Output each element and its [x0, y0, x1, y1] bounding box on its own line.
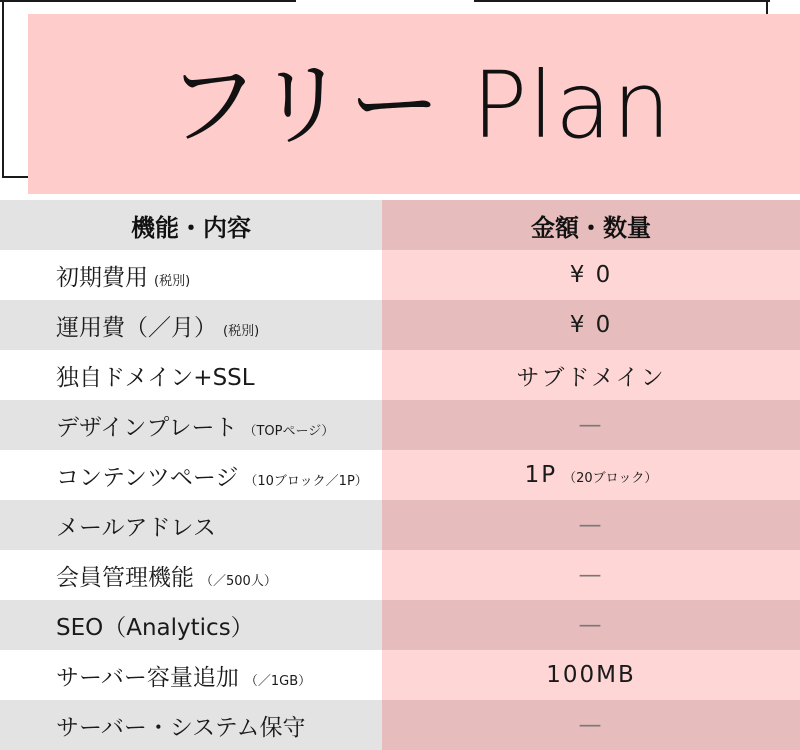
table-row: [0, 550, 800, 600]
feature-label: 会員管理機能: [56, 564, 194, 591]
feature-label: メールアドレス: [56, 514, 216, 541]
value-cell: [382, 550, 800, 600]
value-dash: —: [578, 512, 604, 538]
value-cell: [382, 600, 800, 650]
value-cell: [382, 250, 800, 300]
feature-cell: [0, 600, 382, 650]
feature-label: サーバー容量追加: [56, 664, 239, 691]
feature-label: 運用費（／月）: [56, 314, 217, 341]
value-cell: [382, 300, 800, 350]
value-cell: [382, 650, 800, 700]
table-row: [0, 500, 800, 550]
feature-cell: [0, 550, 382, 600]
value-dash: —: [578, 612, 604, 638]
table-row: [0, 300, 800, 350]
table-row: [0, 400, 800, 450]
header-feature: 機能・内容: [0, 200, 382, 250]
plan-table: [0, 200, 800, 750]
table-row: [0, 450, 800, 500]
feature-label: 独自ドメイン+SSL: [56, 364, 255, 391]
feature-note: （／500人）: [200, 573, 277, 589]
feature-label: デザインプレート: [56, 414, 238, 441]
feature-note: （TOPページ）: [243, 423, 335, 439]
feature-cell: [0, 350, 382, 400]
value-label: ¥ 0: [569, 262, 613, 288]
feature-label: サーバー・システム保守: [56, 714, 306, 741]
table-row: [0, 600, 800, 650]
feature-note: (税別): [223, 323, 260, 339]
table-row: [0, 650, 800, 700]
value-cell: [382, 450, 800, 500]
value-dash: —: [578, 562, 604, 588]
value-label: 1P: [524, 462, 558, 488]
feature-note: (税別): [154, 273, 191, 289]
plan-title: フリー Plan: [166, 52, 672, 159]
feature-cell: [0, 450, 382, 500]
value-cell: [382, 500, 800, 550]
value-label: ¥ 0: [569, 312, 613, 338]
value-cell: [382, 350, 800, 400]
feature-cell: [0, 250, 382, 300]
feature-cell: [0, 500, 382, 550]
table-row: [0, 350, 800, 400]
feature-label: 初期費用: [56, 264, 148, 291]
value-label: 100MB: [546, 662, 636, 688]
feature-note: （／1GB）: [244, 673, 312, 689]
feature-note: （10ブロック／1P）: [244, 473, 368, 489]
feature-label: SEO（Analytics）: [56, 614, 254, 641]
value-label: サブドメイン: [516, 364, 666, 391]
table-header-row: [0, 200, 800, 250]
value-dash: —: [578, 712, 604, 738]
feature-cell: [0, 300, 382, 350]
table-body: [0, 250, 800, 750]
header-amount: 金額・数量: [382, 200, 800, 250]
value-cell: [382, 700, 800, 750]
value-note: （20ブロック）: [563, 471, 658, 486]
value-cell: [382, 400, 800, 450]
table-row: [0, 700, 800, 750]
feature-cell: [0, 650, 382, 700]
feature-cell: [0, 700, 382, 750]
feature-cell: [0, 400, 382, 450]
table-row: [0, 250, 800, 300]
feature-label: コンテンツページ: [56, 464, 239, 491]
value-dash: —: [578, 412, 604, 438]
